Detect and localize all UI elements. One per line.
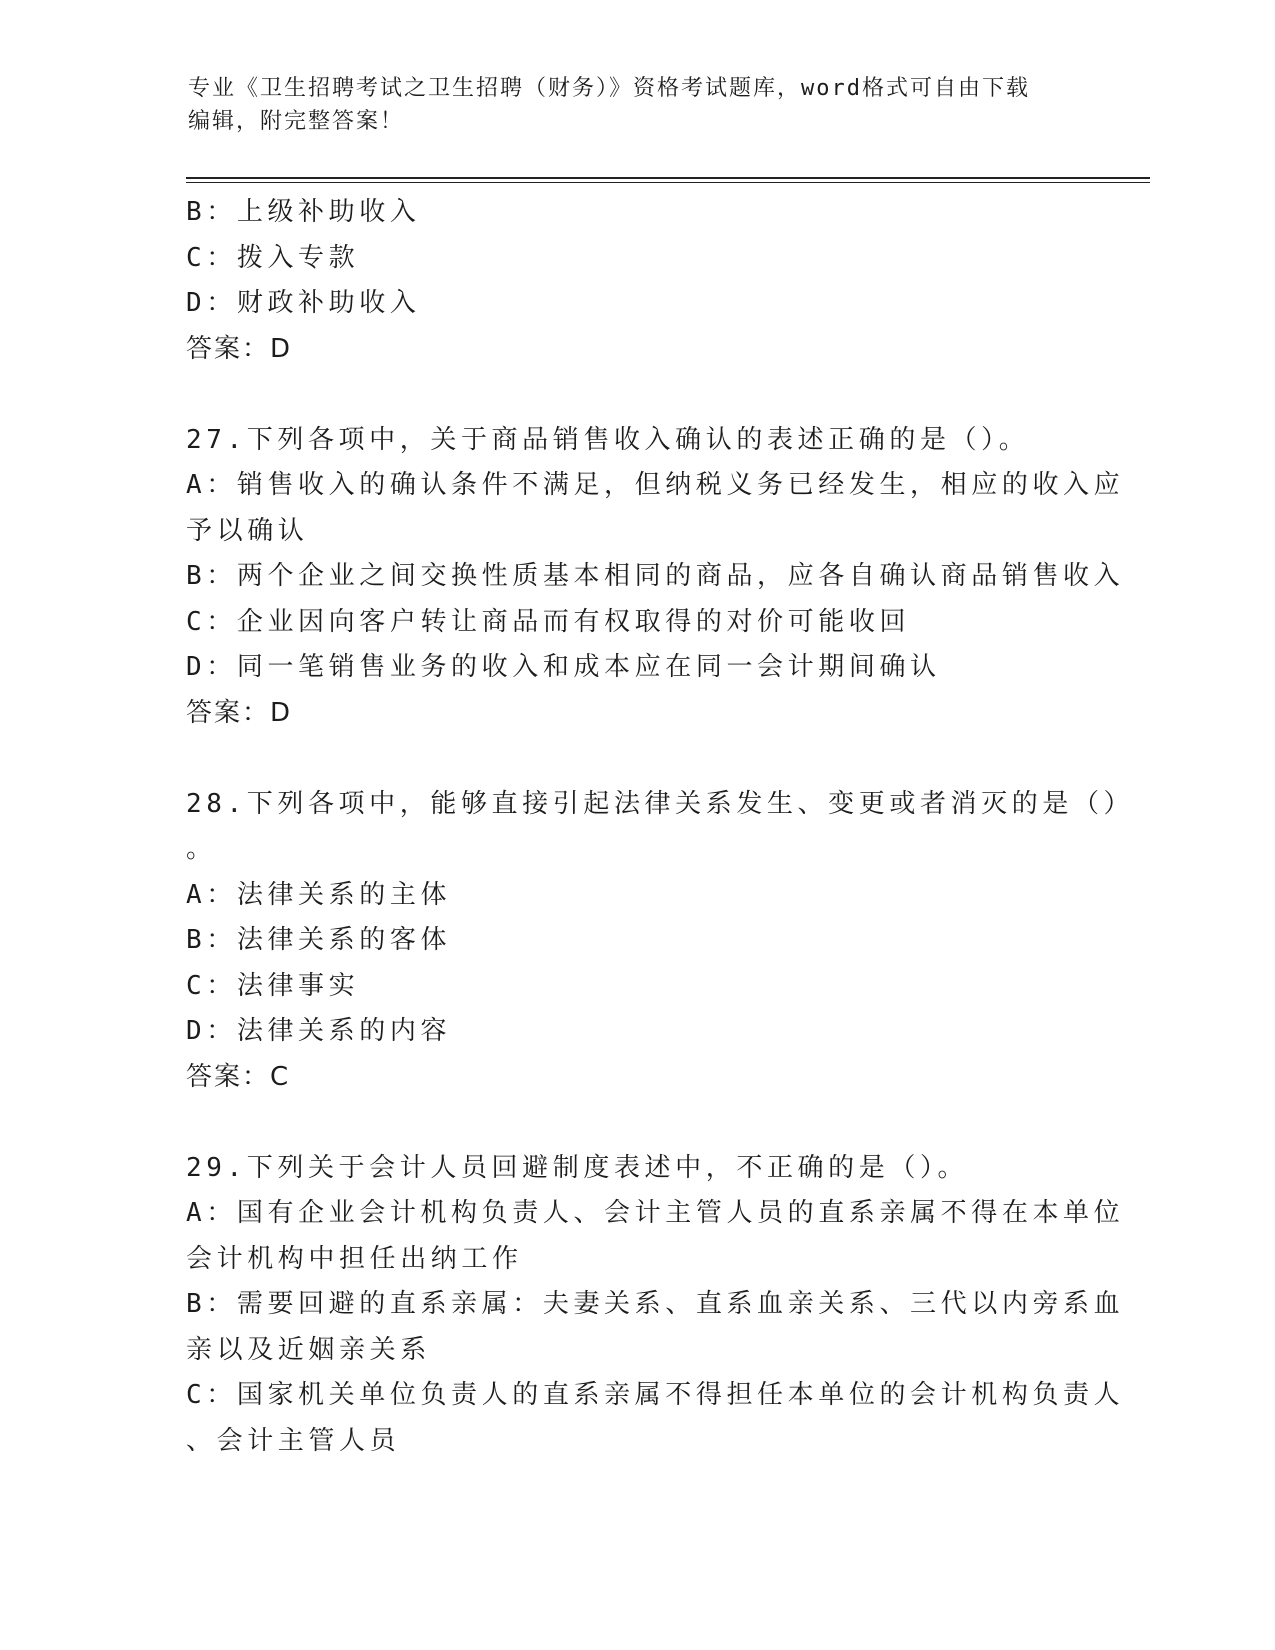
document-header: [188, 72, 1088, 138]
question-28: [186, 782, 1135, 1101]
header-divider-thin: [186, 182, 1150, 183]
option-b: B：上级补助收入: [186, 197, 421, 227]
question-list: [186, 190, 1135, 1464]
question-stem-cont: 。: [186, 834, 217, 864]
option-a-cont: 予以确认: [186, 515, 309, 546]
option-c: C：企业因向客户转让商品而有权取得的对价可能收回: [186, 606, 911, 637]
question-26-tail: [186, 190, 1086, 372]
option-c: C：国家机关单位负责人的直系亲属不得担任本单位的会计机构负责人: [186, 1380, 1125, 1410]
header-divider-thick: [186, 177, 1150, 179]
option-d: D：同一笔销售业务的收入和成本应在同一会计期间确认: [186, 652, 941, 682]
option-d: D：法律关系的内容: [186, 1016, 452, 1046]
answer: 答案：D: [186, 697, 293, 728]
option-a: A：国有企业会计机构负责人、会计主管人员的直系亲属不得在本单位: [186, 1198, 1125, 1228]
option-a-cont: 会计机构中担任出纳工作: [186, 1243, 523, 1274]
option-b: B：法律关系的客体: [186, 925, 452, 955]
option-a: A：销售收入的确认条件不满足，但纳税义务已经发生，相应的收入应: [186, 470, 1125, 500]
option-b: B：需要回避的直系亲属：夫妻关系、直系血亲关系、三代以内旁系血: [186, 1289, 1125, 1319]
option-c-cont: 、会计主管人员: [186, 1425, 401, 1456]
option-c: C：法律事实: [186, 970, 360, 1001]
option-d: D：财政补助收入: [186, 288, 421, 318]
spacer: [186, 372, 1086, 418]
answer: 答案：C: [186, 1061, 291, 1092]
option-b-cont: 亲以及近姻亲关系: [186, 1334, 431, 1365]
question-27: [186, 418, 1125, 737]
header-line-2: 编辑，附完整答案！: [188, 109, 405, 134]
question-stem: 29.下列关于会计人员回避制度表述中，不正确的是（）。: [186, 1152, 969, 1183]
header-line-1: 专业《卫生招聘考试之卫生招聘（财务）》资格考试题库，word格式可自由下载: [188, 76, 1030, 101]
option-b: B：两个企业之间交换性质基本相同的商品，应各自确认商品销售收入: [186, 561, 1125, 591]
spacer: [186, 736, 1086, 782]
option-c: C：拨入专款: [186, 242, 360, 273]
spacer: [186, 1100, 1086, 1146]
option-a: A：法律关系的主体: [186, 879, 452, 910]
question-29: [186, 1146, 1125, 1465]
question-stem: 28.下列各项中，能够直接引起法律关系发生、变更或者消灭的是（）: [186, 788, 1135, 819]
answer: 答案：D: [186, 333, 293, 364]
question-stem: 27.下列各项中，关于商品销售收入确认的表述正确的是（）。: [186, 424, 1030, 455]
